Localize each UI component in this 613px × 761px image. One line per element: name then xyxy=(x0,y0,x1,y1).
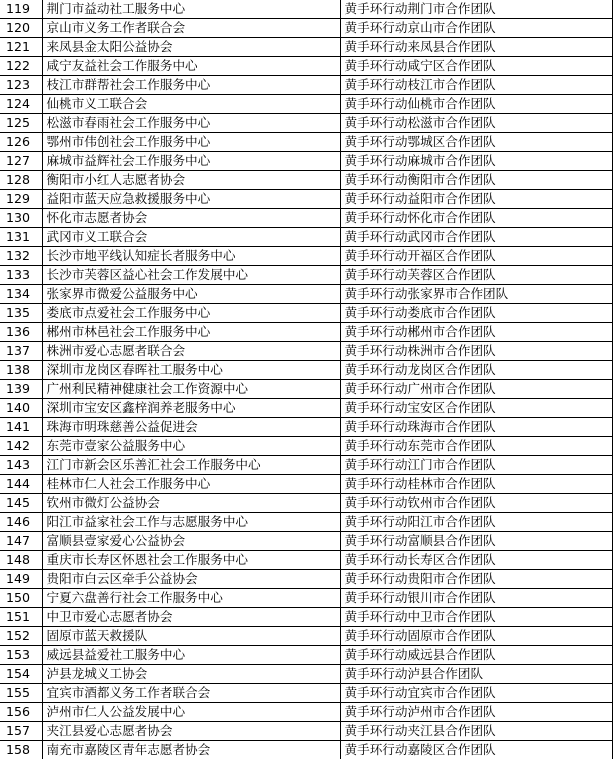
row-number-cell: 142 xyxy=(0,437,42,456)
table-row xyxy=(0,38,612,57)
row-number-cell: 154 xyxy=(0,665,42,684)
row-number-cell: 150 xyxy=(0,589,42,608)
organization-name-cell: 泸州市仁人公益发展中心 xyxy=(42,703,340,722)
row-number-cell: 121 xyxy=(0,38,42,57)
table-row xyxy=(0,684,612,703)
row-number-cell: 140 xyxy=(0,399,42,418)
row-number-cell: 146 xyxy=(0,513,42,532)
table-row xyxy=(0,95,612,114)
table-row xyxy=(0,627,612,646)
organization-name-cell: 钦州市微灯公益协会 xyxy=(42,494,340,513)
organization-name-cell: 益阳市蓝天应急救援服务中心 xyxy=(42,190,340,209)
row-number-cell: 119 xyxy=(0,0,42,19)
row-number-cell: 122 xyxy=(0,57,42,76)
table-row xyxy=(0,285,612,304)
table-row xyxy=(0,152,612,171)
partner-team-cell: 黄手环行动来凤县合作团队 xyxy=(340,38,612,57)
organization-name-cell: 夹江县爱心志愿者协会 xyxy=(42,722,340,741)
row-number-cell: 156 xyxy=(0,703,42,722)
row-number-cell: 139 xyxy=(0,380,42,399)
partner-team-cell: 黄手环行动张家界市合作团队 xyxy=(340,285,612,304)
row-number-cell: 131 xyxy=(0,228,42,247)
table-row xyxy=(0,399,612,418)
organization-name-cell: 宁夏六盘善行社会工作服务中心 xyxy=(42,589,340,608)
organization-name-cell: 株洲市爱心志愿者联合会 xyxy=(42,342,340,361)
organization-name-cell: 深圳市宝安区鑫梓润养老服务中心 xyxy=(42,399,340,418)
organization-name-cell: 南充市嘉陵区青年志愿者协会 xyxy=(42,741,340,760)
organization-name-cell: 松滋市春雨社会工作服务中心 xyxy=(42,114,340,133)
partner-team-cell: 黄手环行动阳江市合作团队 xyxy=(340,513,612,532)
partner-team-cell: 黄手环行动仙桃市合作团队 xyxy=(340,95,612,114)
partner-team-cell: 黄手环行动鄂城区合作团队 xyxy=(340,133,612,152)
partner-team-cell: 黄手环行动宝安区合作团队 xyxy=(340,399,612,418)
organization-name-cell: 贵阳市白云区牵手公益协会 xyxy=(42,570,340,589)
row-number-cell: 138 xyxy=(0,361,42,380)
organization-name-cell: 麻城市益辉社会工作服务中心 xyxy=(42,152,340,171)
row-number-cell: 155 xyxy=(0,684,42,703)
table-row xyxy=(0,532,612,551)
table-row xyxy=(0,456,612,475)
table-row xyxy=(0,323,612,342)
partner-team-cell: 黄手环行动怀化市合作团队 xyxy=(340,209,612,228)
organization-name-cell: 东莞市壹家公益服务中心 xyxy=(42,437,340,456)
row-number-cell: 136 xyxy=(0,323,42,342)
row-number-cell: 157 xyxy=(0,722,42,741)
table-row xyxy=(0,19,612,38)
partner-team-cell: 黄手环行动桂林市合作团队 xyxy=(340,475,612,494)
table-row xyxy=(0,437,612,456)
table-row xyxy=(0,722,612,741)
organization-name-cell: 枝江市群帮社会工作服务中心 xyxy=(42,76,340,95)
partner-team-cell: 黄手环行动固原市合作团队 xyxy=(340,627,612,646)
partner-team-cell: 黄手环行动富顺县合作团队 xyxy=(340,532,612,551)
row-number-cell: 132 xyxy=(0,247,42,266)
partner-team-cell: 黄手环行动松滋市合作团队 xyxy=(340,114,612,133)
table-row xyxy=(0,589,612,608)
table-row xyxy=(0,475,612,494)
row-number-cell: 151 xyxy=(0,608,42,627)
partner-team-cell: 黄手环行动武冈市合作团队 xyxy=(340,228,612,247)
partner-team-cell: 黄手环行动嘉陵区合作团队 xyxy=(340,741,612,760)
row-number-cell: 152 xyxy=(0,627,42,646)
organization-name-cell: 来凤县金太阳公益协会 xyxy=(42,38,340,57)
row-number-cell: 133 xyxy=(0,266,42,285)
table-row xyxy=(0,209,612,228)
organization-name-cell: 郴州市林邑社会工作服务中心 xyxy=(42,323,340,342)
row-number-cell: 144 xyxy=(0,475,42,494)
partner-team-cell: 黄手环行动郴州市合作团队 xyxy=(340,323,612,342)
table-row xyxy=(0,494,612,513)
partner-team-cell: 黄手环行动龙岗区合作团队 xyxy=(340,361,612,380)
row-number-cell: 124 xyxy=(0,95,42,114)
table-row xyxy=(0,570,612,589)
organization-name-cell: 江门市新会区乐善汇社会工作服务中心 xyxy=(42,456,340,475)
organization-name-cell: 京山市义务工作者联合会 xyxy=(42,19,340,38)
table-row xyxy=(0,551,612,570)
table-row xyxy=(0,380,612,399)
row-number-cell: 127 xyxy=(0,152,42,171)
partner-team-cell: 黄手环行动荆门市合作团队 xyxy=(340,0,612,19)
row-number-cell: 129 xyxy=(0,190,42,209)
partner-team-cell: 黄手环行动夹江县合作团队 xyxy=(340,722,612,741)
row-number-cell: 134 xyxy=(0,285,42,304)
table-row xyxy=(0,114,612,133)
row-number-cell: 128 xyxy=(0,171,42,190)
organization-name-cell: 泸县龙城义工协会 xyxy=(42,665,340,684)
organization-name-cell: 怀化市志愿者协会 xyxy=(42,209,340,228)
table-row xyxy=(0,228,612,247)
organization-name-cell: 衡阳市小红人志愿者协会 xyxy=(42,171,340,190)
row-number-cell: 147 xyxy=(0,532,42,551)
table-row xyxy=(0,247,612,266)
partner-team-cell: 黄手环行动益阳市合作团队 xyxy=(340,190,612,209)
organization-name-cell: 鄂州市伟创社会工作服务中心 xyxy=(42,133,340,152)
organization-name-cell: 咸宁友益社会工作服务中心 xyxy=(42,57,340,76)
partner-team-cell: 黄手环行动中卫市合作团队 xyxy=(340,608,612,627)
row-number-cell: 153 xyxy=(0,646,42,665)
partner-team-cell: 黄手环行动长寿区合作团队 xyxy=(340,551,612,570)
row-number-cell: 123 xyxy=(0,76,42,95)
partner-team-cell: 黄手环行动泸县合作团队 xyxy=(340,665,612,684)
organization-name-cell: 张家界市微爱公益服务中心 xyxy=(42,285,340,304)
partner-team-cell: 黄手环行动开福区合作团队 xyxy=(340,247,612,266)
table-row xyxy=(0,342,612,361)
row-number-cell: 141 xyxy=(0,418,42,437)
organization-name-cell: 桂林市仁人社会工作服务中心 xyxy=(42,475,340,494)
partner-team-cell: 黄手环行动芙蓉区合作团队 xyxy=(340,266,612,285)
partner-team-cell: 黄手环行动钦州市合作团队 xyxy=(340,494,612,513)
organization-name-cell: 长沙市芙蓉区益心社会工作发展中心 xyxy=(42,266,340,285)
organization-name-cell: 广州利民精神健康社会工作资源中心 xyxy=(42,380,340,399)
table-row xyxy=(0,703,612,722)
row-number-cell: 130 xyxy=(0,209,42,228)
organization-name-cell: 武冈市义工联合会 xyxy=(42,228,340,247)
organization-name-cell: 娄底市点爱社会工作服务中心 xyxy=(42,304,340,323)
organization-name-cell: 宜宾市酒都义务工作者联合会 xyxy=(42,684,340,703)
partner-team-cell: 黄手环行动威远县合作团队 xyxy=(340,646,612,665)
row-number-cell: 120 xyxy=(0,19,42,38)
table-row xyxy=(0,57,612,76)
partner-team-cell: 黄手环行动贵阳市合作团队 xyxy=(340,570,612,589)
row-number-cell: 135 xyxy=(0,304,42,323)
table-row xyxy=(0,133,612,152)
partner-team-cell: 黄手环行动东莞市合作团队 xyxy=(340,437,612,456)
organization-name-cell: 固原市蓝天救援队 xyxy=(42,627,340,646)
table-row xyxy=(0,171,612,190)
table-row xyxy=(0,0,612,19)
row-number-cell: 148 xyxy=(0,551,42,570)
organization-name-cell: 深圳市龙岗区春晖社工服务中心 xyxy=(42,361,340,380)
row-number-cell: 137 xyxy=(0,342,42,361)
partner-team-cell: 黄手环行动江门市合作团队 xyxy=(340,456,612,475)
organization-name-cell: 长沙市地平线认知症长者服务中心 xyxy=(42,247,340,266)
row-number-cell: 125 xyxy=(0,114,42,133)
table-row xyxy=(0,741,612,760)
table-row xyxy=(0,361,612,380)
partner-team-cell: 黄手环行动宜宾市合作团队 xyxy=(340,684,612,703)
partner-team-cell: 黄手环行动衡阳市合作团队 xyxy=(340,171,612,190)
partner-team-cell: 黄手环行动株洲市合作团队 xyxy=(340,342,612,361)
organization-name-cell: 中卫市爱心志愿者协会 xyxy=(42,608,340,627)
partner-team-cell: 黄手环行动银川市合作团队 xyxy=(340,589,612,608)
partner-team-cell: 黄手环行动娄底市合作团队 xyxy=(340,304,612,323)
partner-team-cell: 黄手环行动枝江市合作团队 xyxy=(340,76,612,95)
table-row xyxy=(0,76,612,95)
partner-team-cell: 黄手环行动珠海市合作团队 xyxy=(340,418,612,437)
table-row xyxy=(0,266,612,285)
organization-name-cell: 富顺县壹家爱心公益协会 xyxy=(42,532,340,551)
organization-name-cell: 威远县益爱社工服务中心 xyxy=(42,646,340,665)
table-row xyxy=(0,608,612,627)
table-row xyxy=(0,304,612,323)
partner-team-cell: 黄手环行动麻城市合作团队 xyxy=(340,152,612,171)
organization-name-cell: 仙桃市义工联合会 xyxy=(42,95,340,114)
partner-team-cell: 黄手环行动京山市合作团队 xyxy=(340,19,612,38)
organization-name-cell: 重庆市长寿区怀恩社会工作服务中心 xyxy=(42,551,340,570)
row-number-cell: 149 xyxy=(0,570,42,589)
row-number-cell: 158 xyxy=(0,741,42,760)
row-number-cell: 145 xyxy=(0,494,42,513)
row-number-cell: 126 xyxy=(0,133,42,152)
table-row xyxy=(0,513,612,532)
table-row xyxy=(0,418,612,437)
organization-name-cell: 阳江市益家社会工作与志愿服务中心 xyxy=(42,513,340,532)
row-number-cell: 143 xyxy=(0,456,42,475)
partner-team-cell: 黄手环行动咸宁区合作团队 xyxy=(340,57,612,76)
organization-name-cell: 珠海市明珠慈善公益促进会 xyxy=(42,418,340,437)
partner-team-cell: 黄手环行动广州市合作团队 xyxy=(340,380,612,399)
table-row xyxy=(0,646,612,665)
partner-team-cell: 黄手环行动泸州市合作团队 xyxy=(340,703,612,722)
table-row xyxy=(0,190,612,209)
organization-name-cell: 荆门市益动社工服务中心 xyxy=(42,0,340,19)
table-row xyxy=(0,665,612,684)
